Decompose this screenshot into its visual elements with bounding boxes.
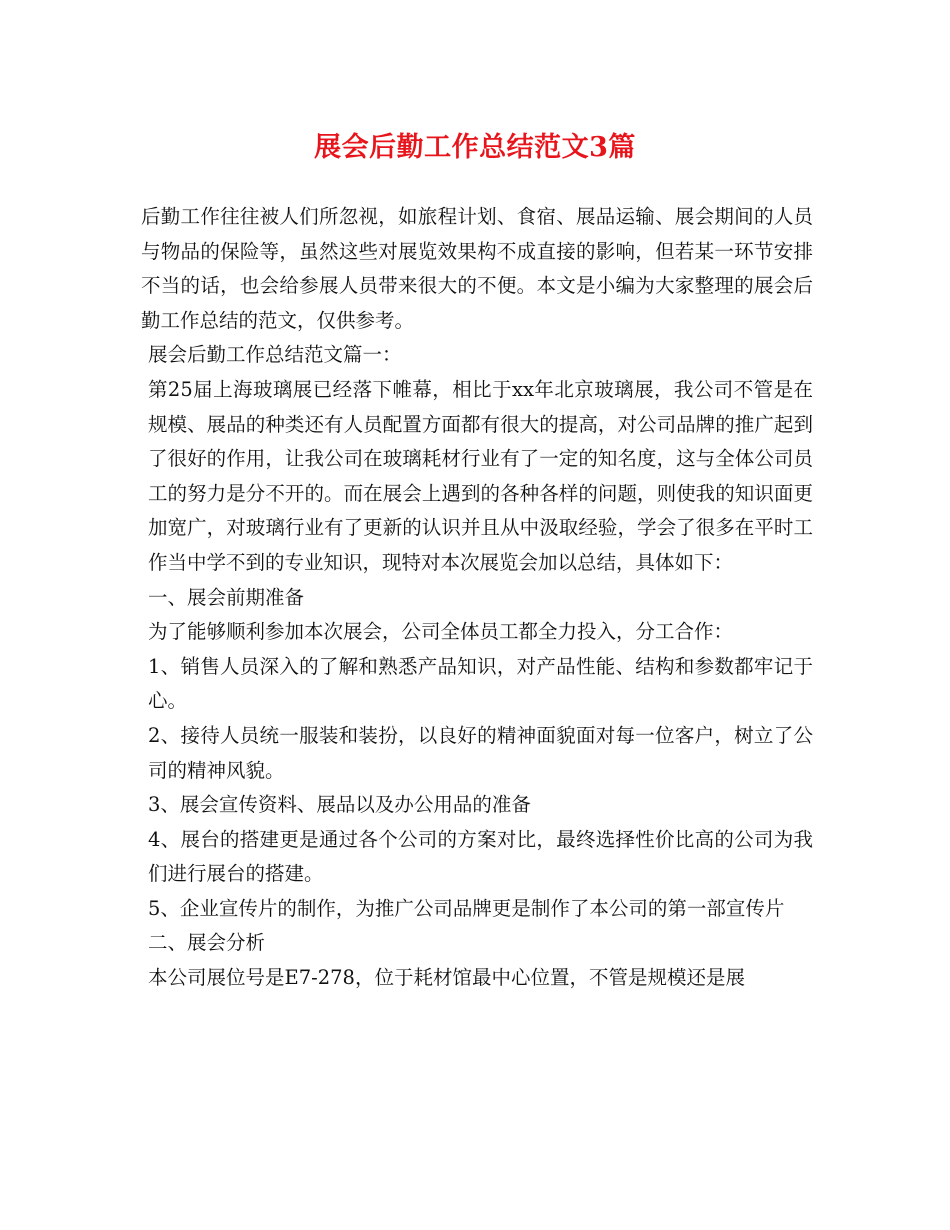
body-paragraph: 第25届上海玻璃展已经落下帷幕，相比于xx年北京玻璃展，我公司不管是在规模、展品的种类还有人员配置方面都有很大的提高，对公司品牌的推广起到了很好的作用，让我公司在玻璃耗材行业有了一定的知名度，这与全体公司员工的努力是分不开的。而在展会上遇到的各种各样的问题，则使我的知识面更加宽广，对玻璃行业有了更新的认识并且从中汲取经验，学会了很多在平时工作当中学不到的专业知识，现特对本次展览会加以总结，具体如下： xyxy=(148,377,813,574)
section-heading-part-one: 展会后勤工作总结范文篇一： xyxy=(148,343,402,367)
list-item: 1、销售人员深入的了解和熟悉产品知识，对产品性能、结构和参数都牢记于心。 xyxy=(148,654,813,713)
body-paragraph: 为了能够顺利参加本次展会，公司全体员工都全力投入，分工合作： xyxy=(148,620,734,644)
list-item: 2、接待人员统一服装和装扮，以良好的精神面貌面对每一位客户，树立了公司的精神风貌。 xyxy=(148,723,813,782)
document-body xyxy=(141,200,813,996)
section-heading-preparation: 一、展会前期准备 xyxy=(148,585,305,609)
section-heading-analysis: 二、展会分析 xyxy=(148,931,266,955)
document-title: 展会后勤工作总结范文3篇 xyxy=(314,132,636,163)
list-item: 3、展会宣传资料、展品以及办公用品的准备 xyxy=(148,793,531,817)
list-item: 5、企业宣传片的制作，为推广公司品牌更是制作了本公司的第一部宣传片 xyxy=(148,896,785,920)
body-paragraph: 本公司展位号是E7-278，位于耗材馆最中心位置，不管是规模还是展 xyxy=(148,966,745,990)
list-item: 4、展台的搭建更是通过各个公司的方案对比，最终选择性价比高的公司为我们进行展台的搭建。 xyxy=(148,827,813,886)
intro-paragraph: 后勤工作往往被人们所忽视，如旅程计划、食宿、展品运输、展会期间的人员与物品的保险等，虽然这些对展览效果构不成直接的影响，但若某一环节安排不当的话，也会给参展人员带来很大的不便。本文是小编为大家整理的展会后勤工作总结的范文，仅供参考。 xyxy=(141,205,813,332)
